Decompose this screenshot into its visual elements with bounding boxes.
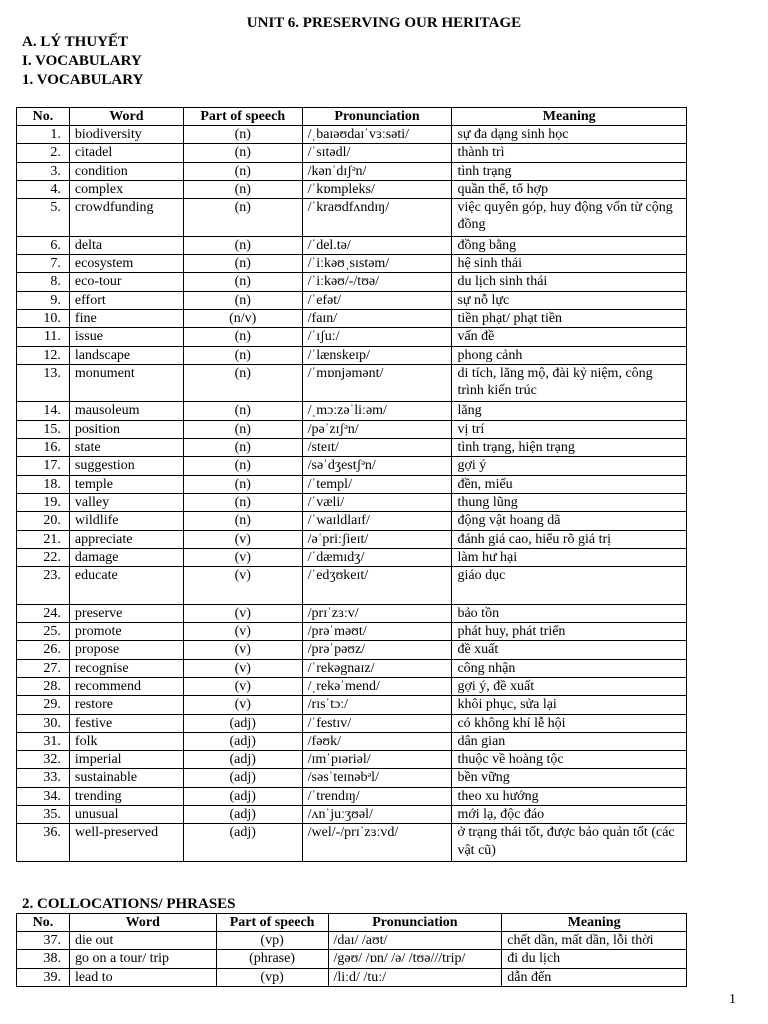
cell-meaning: vị trí xyxy=(452,420,687,438)
table-row xyxy=(17,623,687,641)
cell-part-of-speech: (adj) xyxy=(183,787,302,805)
column-header-no: No. xyxy=(17,914,70,932)
table-row xyxy=(17,364,687,402)
cell-part-of-speech: (n) xyxy=(183,493,302,511)
cell-meaning: việc quyên góp, huy động vốn từ cộng đồng xyxy=(452,199,687,237)
cell-pronunciation: /ˈiːkəʊˌsɪstəm/ xyxy=(302,255,452,273)
cell-pronunciation: /ˈtrendɪŋ/ xyxy=(302,787,452,805)
cell-meaning: tình trạng, hiện trạng xyxy=(452,439,687,457)
cell-no: 28. xyxy=(17,677,70,695)
cell-pronunciation: /rɪsˈtɔː/ xyxy=(302,696,452,714)
cell-no: 12. xyxy=(17,346,70,364)
cell-pronunciation: /əˈpriːʃieɪt/ xyxy=(302,530,452,548)
cell-pronunciation: /kənˈdɪʃᵊn/ xyxy=(302,162,452,180)
cell-pronunciation: /daɪ/ /aʊt/ xyxy=(328,932,502,950)
table-row xyxy=(17,641,687,659)
cell-pronunciation: /səsˈteɪnəbᵊl/ xyxy=(302,769,452,787)
cell-meaning: phát huy, phát triển xyxy=(452,623,687,641)
cell-word: crowdfunding xyxy=(69,199,183,237)
cell-word: go on a tour/ trip xyxy=(69,950,216,968)
table-row xyxy=(17,309,687,327)
cell-no: 27. xyxy=(17,659,70,677)
cell-meaning: tiền phạt/ phạt tiền xyxy=(452,309,687,327)
cell-meaning: gợi ý xyxy=(452,457,687,475)
table-row xyxy=(17,659,687,677)
cell-part-of-speech: (n) xyxy=(183,475,302,493)
cell-part-of-speech: (n) xyxy=(183,328,302,346)
cell-pronunciation: /steɪt/ xyxy=(302,439,452,457)
cell-word: folk xyxy=(69,732,183,750)
column-header-pronunciation: Pronunciation xyxy=(302,108,452,126)
cell-meaning: đề xuất xyxy=(452,641,687,659)
cell-part-of-speech: (n) xyxy=(183,364,302,402)
cell-pronunciation: /ˈkraʊdfʌndɪŋ/ xyxy=(302,199,452,237)
table-row xyxy=(17,732,687,750)
document-title: UNIT 6. PRESERVING OUR HERITAGE xyxy=(246,15,522,31)
table-row xyxy=(17,530,687,548)
cell-part-of-speech: (n/v) xyxy=(183,309,302,327)
cell-word: preserve xyxy=(69,604,183,622)
heading-vocabulary-subsection: 1. VOCABULARY xyxy=(22,72,144,88)
cell-meaning: di tích, lăng mộ, đài kỷ niệm, công trình kiến trúc xyxy=(452,364,687,402)
cell-pronunciation: /prəˈməʊt/ xyxy=(302,623,452,641)
cell-word: propose xyxy=(69,641,183,659)
collocations-table xyxy=(16,913,687,987)
cell-meaning: sự đa dạng sinh học xyxy=(452,126,687,144)
cell-meaning: thung lũng xyxy=(452,493,687,511)
cell-no: 39. xyxy=(17,968,70,986)
cell-word: recommend xyxy=(69,677,183,695)
cell-word: monument xyxy=(69,364,183,402)
cell-no: 34. xyxy=(17,787,70,805)
cell-pronunciation: /ˈlænskeɪp/ xyxy=(302,346,452,364)
cell-part-of-speech: (adj) xyxy=(183,805,302,823)
cell-part-of-speech: (n) xyxy=(183,346,302,364)
cell-pronunciation: /ˈvæli/ xyxy=(302,493,452,511)
cell-pronunciation: /ˌmɔːzəˈliːəm/ xyxy=(302,402,452,420)
cell-meaning: lăng xyxy=(452,402,687,420)
cell-meaning: thuộc về hoàng tộc xyxy=(452,751,687,769)
cell-pronunciation: /pəˈzɪʃᵊn/ xyxy=(302,420,452,438)
collocations-header-row xyxy=(17,914,687,932)
table-row xyxy=(17,346,687,364)
table-row xyxy=(17,328,687,346)
column-header-meaning: Meaning xyxy=(502,914,687,932)
cell-word: festive xyxy=(69,714,183,732)
cell-part-of-speech: (n) xyxy=(183,126,302,144)
cell-pronunciation: /səˈdʒestʃᵊn/ xyxy=(302,457,452,475)
cell-word: well-preserved xyxy=(69,824,183,862)
cell-word: fine xyxy=(69,309,183,327)
cell-no: 14. xyxy=(17,402,70,420)
cell-word: restore xyxy=(69,696,183,714)
cell-pronunciation: /ˈdel.tə/ xyxy=(302,236,452,254)
cell-word: unusual xyxy=(69,805,183,823)
cell-part-of-speech: (n) xyxy=(183,457,302,475)
cell-word: citadel xyxy=(69,144,183,162)
cell-no: 33. xyxy=(17,769,70,787)
cell-part-of-speech: (v) xyxy=(183,530,302,548)
table-row xyxy=(17,932,687,950)
cell-meaning: bền vững xyxy=(452,769,687,787)
cell-part-of-speech: (vp) xyxy=(216,932,328,950)
cell-part-of-speech: (n) xyxy=(183,512,302,530)
cell-word: ecosystem xyxy=(69,255,183,273)
heading-theory: A. LÝ THUYẾT xyxy=(22,34,128,50)
cell-no: 16. xyxy=(17,439,70,457)
cell-meaning: bảo tồn xyxy=(452,604,687,622)
cell-meaning: dẫn đến xyxy=(502,968,687,986)
cell-no: 21. xyxy=(17,530,70,548)
cell-meaning: du lịch sinh thái xyxy=(452,273,687,291)
cell-word: condition xyxy=(69,162,183,180)
cell-no: 37. xyxy=(17,932,70,950)
cell-pronunciation: /ˈefət/ xyxy=(302,291,452,309)
cell-word: damage xyxy=(69,548,183,566)
cell-meaning: đền, miếu xyxy=(452,475,687,493)
cell-pronunciation: /ʌnˈjuːʒʊəl/ xyxy=(302,805,452,823)
cell-pronunciation: /ˈedʒʊkeɪt/ xyxy=(302,567,452,605)
cell-meaning: theo xu hướng xyxy=(452,787,687,805)
column-header-word: Word xyxy=(69,914,216,932)
cell-meaning: đánh giá cao, hiểu rõ giá trị xyxy=(452,530,687,548)
cell-pronunciation: /wel/-/prɪˈzɜːvd/ xyxy=(302,824,452,862)
cell-word: state xyxy=(69,439,183,457)
cell-no: 22. xyxy=(17,548,70,566)
column-header-part-of-speech: Part of speech xyxy=(183,108,302,126)
table-row xyxy=(17,162,687,180)
table-row xyxy=(17,144,687,162)
table-row xyxy=(17,512,687,530)
table-row xyxy=(17,291,687,309)
cell-no: 2. xyxy=(17,144,70,162)
cell-word: issue xyxy=(69,328,183,346)
cell-pronunciation: /faɪn/ xyxy=(302,309,452,327)
table-row xyxy=(17,548,687,566)
table-row xyxy=(17,420,687,438)
cell-part-of-speech: (v) xyxy=(183,604,302,622)
cell-meaning: chết dần, mất dần, lỗi thời xyxy=(502,932,687,950)
cell-part-of-speech: (v) xyxy=(183,696,302,714)
heading-vocabulary-section: I. VOCABULARY xyxy=(22,53,142,69)
cell-word: promote xyxy=(69,623,183,641)
cell-pronunciation: /ˈmɒnjəmənt/ xyxy=(302,364,452,402)
table-row xyxy=(17,255,687,273)
cell-word: die out xyxy=(69,932,216,950)
cell-word: trending xyxy=(69,787,183,805)
cell-no: 5. xyxy=(17,199,70,237)
cell-part-of-speech: (adj) xyxy=(183,714,302,732)
cell-meaning: giáo dục xyxy=(452,567,687,605)
cell-meaning: đồng bằng xyxy=(452,236,687,254)
cell-word: position xyxy=(69,420,183,438)
cell-no: 7. xyxy=(17,255,70,273)
cell-pronunciation: /prəˈpəʊz/ xyxy=(302,641,452,659)
cell-no: 3. xyxy=(17,162,70,180)
cell-no: 1. xyxy=(17,126,70,144)
cell-part-of-speech: (vp) xyxy=(216,968,328,986)
table-row xyxy=(17,950,687,968)
vocabulary-header-row xyxy=(17,108,687,126)
table-row xyxy=(17,402,687,420)
cell-word: landscape xyxy=(69,346,183,364)
cell-meaning: hệ sinh thái xyxy=(452,255,687,273)
cell-no: 35. xyxy=(17,805,70,823)
cell-pronunciation: /liːd/ /tuː/ xyxy=(328,968,502,986)
cell-no: 20. xyxy=(17,512,70,530)
cell-part-of-speech: (adj) xyxy=(183,751,302,769)
cell-word: appreciate xyxy=(69,530,183,548)
table-row xyxy=(17,751,687,769)
cell-no: 24. xyxy=(17,604,70,622)
cell-meaning: làm hư hại xyxy=(452,548,687,566)
cell-no: 9. xyxy=(17,291,70,309)
table-row xyxy=(17,677,687,695)
cell-no: 11. xyxy=(17,328,70,346)
cell-no: 25. xyxy=(17,623,70,641)
cell-meaning: công nhận xyxy=(452,659,687,677)
cell-part-of-speech: (v) xyxy=(183,548,302,566)
cell-no: 8. xyxy=(17,273,70,291)
cell-meaning: đi du lịch xyxy=(502,950,687,968)
table-row xyxy=(17,199,687,237)
cell-part-of-speech: (n) xyxy=(183,273,302,291)
cell-no: 23. xyxy=(17,567,70,605)
cell-part-of-speech: (n) xyxy=(183,199,302,237)
cell-word: suggestion xyxy=(69,457,183,475)
cell-word: biodiversity xyxy=(69,126,183,144)
cell-word: mausoleum xyxy=(69,402,183,420)
cell-word: imperial xyxy=(69,751,183,769)
column-header-part-of-speech: Part of speech xyxy=(216,914,328,932)
cell-pronunciation: /ˈfestɪv/ xyxy=(302,714,452,732)
cell-pronunciation: /ɪmˈpɪəriəl/ xyxy=(302,751,452,769)
cell-part-of-speech: (adj) xyxy=(183,732,302,750)
table-row xyxy=(17,696,687,714)
cell-meaning: khôi phục, sửa lại xyxy=(452,696,687,714)
cell-no: 6. xyxy=(17,236,70,254)
cell-part-of-speech: (adj) xyxy=(183,769,302,787)
cell-pronunciation: /ˈkɒmpleks/ xyxy=(302,180,452,198)
cell-word: educate xyxy=(69,567,183,605)
cell-part-of-speech: (v) xyxy=(183,641,302,659)
cell-meaning: phong cảnh xyxy=(452,346,687,364)
cell-part-of-speech: (v) xyxy=(183,567,302,605)
column-header-no: No. xyxy=(17,108,70,126)
cell-part-of-speech: (n) xyxy=(183,180,302,198)
cell-no: 31. xyxy=(17,732,70,750)
table-row xyxy=(17,273,687,291)
cell-part-of-speech: (n) xyxy=(183,420,302,438)
table-row xyxy=(17,457,687,475)
cell-pronunciation: /ˈdæmɪdʒ/ xyxy=(302,548,452,566)
cell-part-of-speech: (n) xyxy=(183,291,302,309)
cell-meaning: mới lạ, độc đáo xyxy=(452,805,687,823)
cell-no: 36. xyxy=(17,824,70,862)
table-row xyxy=(17,236,687,254)
cell-no: 32. xyxy=(17,751,70,769)
cell-no: 10. xyxy=(17,309,70,327)
cell-pronunciation: /prɪˈzɜːv/ xyxy=(302,604,452,622)
cell-no: 38. xyxy=(17,950,70,968)
table-row xyxy=(17,180,687,198)
cell-part-of-speech: (n) xyxy=(183,255,302,273)
cell-pronunciation: /ˈtempl/ xyxy=(302,475,452,493)
cell-meaning: tình trạng xyxy=(452,162,687,180)
table-row xyxy=(17,439,687,457)
cell-no: 19. xyxy=(17,493,70,511)
cell-no: 17. xyxy=(17,457,70,475)
table-row xyxy=(17,493,687,511)
column-header-pronunciation: Pronunciation xyxy=(328,914,502,932)
cell-part-of-speech: (phrase) xyxy=(216,950,328,968)
table-row xyxy=(17,126,687,144)
cell-meaning: có không khí lễ hội xyxy=(452,714,687,732)
table-row xyxy=(17,475,687,493)
cell-word: effort xyxy=(69,291,183,309)
cell-no: 30. xyxy=(17,714,70,732)
cell-meaning: động vật hoang dã xyxy=(452,512,687,530)
cell-pronunciation: /ˈɪʃuː/ xyxy=(302,328,452,346)
cell-word: recognise xyxy=(69,659,183,677)
cell-part-of-speech: (n) xyxy=(183,162,302,180)
table-row xyxy=(17,604,687,622)
cell-part-of-speech: (v) xyxy=(183,623,302,641)
cell-meaning: dân gian xyxy=(452,732,687,750)
cell-meaning: gợi ý, đề xuất xyxy=(452,677,687,695)
cell-word: lead to xyxy=(69,968,216,986)
page-number: 1 xyxy=(729,992,736,1007)
cell-no: 4. xyxy=(17,180,70,198)
cell-part-of-speech: (v) xyxy=(183,659,302,677)
column-header-word: Word xyxy=(69,108,183,126)
cell-word: eco-tour xyxy=(69,273,183,291)
cell-part-of-speech: (n) xyxy=(183,236,302,254)
table-row xyxy=(17,714,687,732)
cell-meaning: ở trạng thái tốt, được bảo quản tốt (các vật cũ) xyxy=(452,824,687,862)
cell-pronunciation: /ˈsɪtədl/ xyxy=(302,144,452,162)
heading-collocations: 2. COLLOCATIONS/ PHRASES xyxy=(22,896,236,912)
cell-meaning: quần thể, tổ hợp xyxy=(452,180,687,198)
table-row xyxy=(17,968,687,986)
cell-word: sustainable xyxy=(69,769,183,787)
cell-pronunciation: /gəʊ/ /ɒn/ /ə/ /tʊə///trip/ xyxy=(328,950,502,968)
cell-part-of-speech: (n) xyxy=(183,439,302,457)
table-row xyxy=(17,769,687,787)
cell-part-of-speech: (n) xyxy=(183,402,302,420)
cell-word: complex xyxy=(69,180,183,198)
cell-word: wildlife xyxy=(69,512,183,530)
cell-no: 18. xyxy=(17,475,70,493)
table-row xyxy=(17,567,687,605)
cell-part-of-speech: (v) xyxy=(183,677,302,695)
column-header-meaning: Meaning xyxy=(452,108,687,126)
cell-word: temple xyxy=(69,475,183,493)
cell-meaning: thành trì xyxy=(452,144,687,162)
cell-pronunciation: /ˈrekəgnaɪz/ xyxy=(302,659,452,677)
cell-part-of-speech: (n) xyxy=(183,144,302,162)
cell-no: 15. xyxy=(17,420,70,438)
cell-no: 13. xyxy=(17,364,70,402)
table-row xyxy=(17,787,687,805)
cell-word: delta xyxy=(69,236,183,254)
cell-no: 29. xyxy=(17,696,70,714)
cell-pronunciation: /fəʊk/ xyxy=(302,732,452,750)
table-row xyxy=(17,824,687,862)
cell-pronunciation: /ˌbaɪəʊdaɪˈvɜːsəti/ xyxy=(302,126,452,144)
cell-part-of-speech: (adj) xyxy=(183,824,302,862)
cell-pronunciation: /ˈwaɪldlaɪf/ xyxy=(302,512,452,530)
cell-pronunciation: /ˈiːkəʊ/-/tʊə/ xyxy=(302,273,452,291)
cell-pronunciation: /ˌrekəˈmend/ xyxy=(302,677,452,695)
cell-meaning: vấn đề xyxy=(452,328,687,346)
table-row xyxy=(17,805,687,823)
cell-no: 26. xyxy=(17,641,70,659)
cell-word: valley xyxy=(69,493,183,511)
vocabulary-table xyxy=(16,107,687,862)
cell-meaning: sự nỗ lực xyxy=(452,291,687,309)
